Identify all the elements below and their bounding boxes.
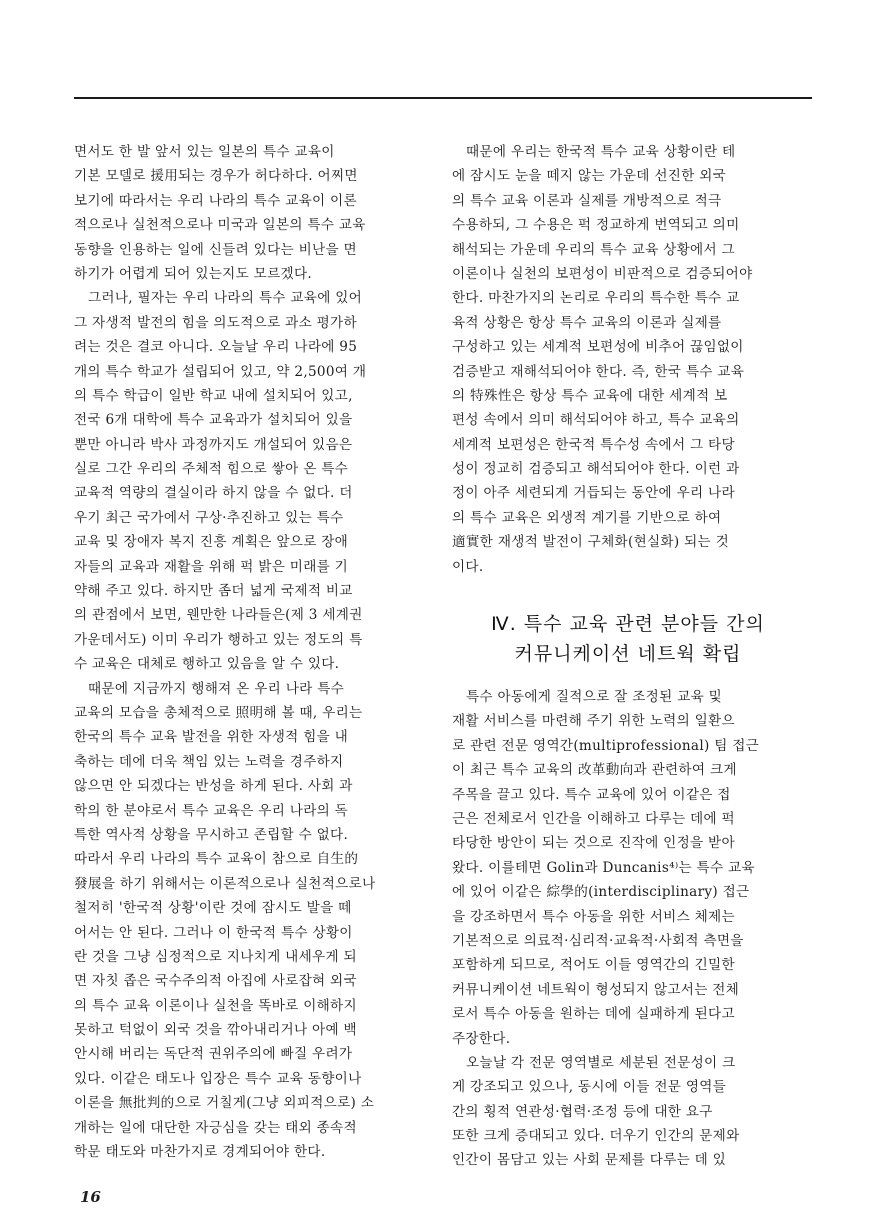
text-line: 적으로나 실천적으로나 미국과 일본의 특수 교육 — [74, 217, 366, 234]
text-line: 학문 태도와 마찬가지로 경계되어야 한다. — [74, 1144, 326, 1161]
text-line: 간의 횡적 연관성·협력·조정 등에 대한 요구 — [452, 1103, 713, 1120]
text-line: 해석되는 가운데 우리의 특수 교육 상황에서 그 — [452, 241, 735, 258]
text-line: 이다. — [452, 558, 484, 575]
text-line: 로서 특수 아동을 원하는 데에 실패하게 된다고 — [452, 1006, 735, 1023]
text-line: 을 강조하면서 특수 아동을 위한 서비스 체제는 — [452, 908, 735, 925]
text-line: 커뮤니케이션 네트웍이 형성되지 않고서는 전체 — [452, 981, 740, 998]
text-line: 실로 그간 우리의 주체적 힘으로 쌓아 온 특수 — [74, 461, 349, 478]
text-line: 이론을 無批判的으로 거칠게(그냥 외피적으로) 소 — [74, 1095, 375, 1112]
text-line: 때문에 지금까지 행해져 온 우리 나라 특수 — [88, 680, 345, 697]
text-line: 오늘날 각 전문 영역별로 세분된 전문성이 크 — [466, 1054, 736, 1071]
right-column-bottom-text — [452, 685, 804, 1173]
text-line: 란 것을 그냥 심정적으로 지나치게 내세우게 되 — [74, 948, 357, 965]
text-line: 또한 크게 증대되고 있다. 더우기 인간의 문제와 — [452, 1128, 740, 1145]
text-line: 하기가 어렵게 되어 있는지도 모르겠다. — [74, 265, 313, 282]
text-line: 못하고 턱없이 외국 것을 깎아내리거나 아예 백 — [74, 1022, 357, 1039]
text-line: 에 있어 이같은 綜學的(interdisciplinary) 접근 — [452, 884, 750, 901]
text-line: 근은 전체로서 인간을 이해하고 다루는 데에 퍽 — [452, 810, 735, 827]
text-line: 구성하고 있는 세계적 보편성에 비추어 끊임없이 — [452, 339, 744, 356]
text-line: 게 강조되고 있으나, 동시에 이들 전문 영역들 — [452, 1079, 727, 1096]
text-line: 개하는 일에 대단한 자긍심을 갖는 태외 종속적 — [74, 1119, 357, 1136]
text-line: 검증받고 재해석되어야 한다. 즉, 한국 특수 교육 — [452, 363, 745, 380]
text-line: 가운데서도) 이미 우리가 행하고 있는 정도의 특 — [74, 631, 363, 648]
text-line: 適實한 재생적 발전이 구체화(현실화) 되는 것 — [452, 534, 730, 551]
text-line: 의 特殊性은 항상 특수 교육에 대한 세계적 보 — [452, 387, 728, 404]
text-line: 철저히 '한국적 상황'이란 것에 잠시도 발을 떼 — [74, 900, 352, 917]
text-line: 에 잠시도 눈을 떼지 않는 가운데 선진한 외국 — [452, 168, 727, 185]
text-line: 재활 서비스를 마련해 주기 위한 노력의 일환으 — [452, 713, 735, 730]
text-line: 교육의 모습을 총체적으로 照明해 볼 때, 우리는 — [74, 704, 363, 721]
text-line: 의 관점에서 보면, 웬만한 나라들은(제 3 세계권 — [74, 607, 363, 624]
text-line: 교육적 역량의 결실이라 하지 않을 수 없다. 더 — [74, 485, 353, 502]
text-line: 교육 및 장애자 복지 진흥 계획은 앞으로 장애 — [74, 534, 349, 551]
text-line: 한다. 마찬가지의 논리로 우리의 특수한 특수 교 — [452, 290, 740, 307]
section-heading-line-1: Ⅳ. 특수 교육 관련 분야들 간의 — [491, 613, 765, 636]
text-line: 보기에 따라서는 우리 나라의 특수 교육이 이론 — [74, 192, 357, 209]
page-number: 16 — [80, 1188, 101, 1206]
text-line: 주장한다. — [452, 1030, 511, 1047]
text-line: 따라서 우리 나라의 특수 교육이 참으로 自生的 — [74, 851, 359, 868]
text-line: 왔다. 이를테면 Golin과 Duncanis⁴⁾는 특수 교육 — [452, 859, 755, 876]
text-line: 의 특수 교육 이론과 실제를 개방적으로 적극 — [452, 192, 722, 209]
text-line: 로 관련 전문 영역간(multiprofessional) 팀 접근 — [452, 737, 760, 754]
text-line: 한국의 특수 교육 발전을 위한 자생적 힘을 내 — [74, 729, 349, 746]
text-line: 그 자생적 발전의 힘을 의도적으로 과소 평가하 — [74, 314, 357, 331]
section-heading-line-2: 커뮤니케이션 네트웍 확립 — [514, 643, 742, 666]
text-line: 기본 모델로 援用되는 경우가 허다하다. 어찌면 — [74, 168, 358, 185]
text-line: 우기 최근 국가에서 구상·추진하고 있는 특수 — [74, 509, 344, 526]
text-line: 려는 것은 결코 아니다. 오늘날 우리 나라에 95 — [74, 339, 358, 356]
text-line: 그러나, 필자는 우리 나라의 특수 교육에 있어 — [88, 290, 363, 307]
right-column-top-text — [452, 140, 804, 579]
text-line: 뿐만 아니라 박사 과정까지도 개설되어 있음은 — [74, 436, 353, 453]
text-line: 육적 상황은 항상 특수 교육의 이론과 실제를 — [452, 314, 722, 331]
text-line: 수용하되, 그 수용은 퍽 정교하게 번역되고 의미 — [452, 217, 740, 234]
text-line: 성이 정교히 검증되고 해석되어야 한다. 이런 과 — [452, 461, 740, 478]
text-line: 약해 주고 있다. 하지만 좀더 넓게 국제적 비교 — [74, 583, 353, 600]
text-line: 의 특수 교육 이론이나 실천을 똑바로 이해하지 — [74, 997, 357, 1014]
text-line: 의 특수 학급이 일반 학교 내에 설치되어 있고, — [74, 387, 353, 404]
text-line: 있다. 이같은 태도나 입장은 특수 교육 동향이나 — [74, 1070, 362, 1087]
text-line: 의 특수 교육은 외생적 계기를 기반으로 하여 — [452, 509, 722, 526]
text-line: 편성 속에서 의미 해석되어야 하고, 특수 교육의 — [452, 412, 740, 429]
text-line: 기본적으로 의료적·심리적·교육적·사회적 측면을 — [452, 932, 744, 949]
text-line: 정이 아주 세련되게 거듭되는 동안에 우리 나라 — [452, 485, 735, 502]
text-line: 發展을 하기 위해서는 이론적으로나 실천적으로나 — [74, 875, 376, 892]
text-line: 개의 특수 학교가 설립되어 있고, 약 2,500여 개 — [74, 363, 367, 380]
text-line: 타당한 방안이 되는 것으로 진작에 인정을 받아 — [452, 835, 735, 852]
text-line: 않으면 안 되겠다는 반성을 하게 된다. 사회 과 — [74, 778, 353, 795]
text-line: 어서는 안 된다. 그러나 이 한국적 특수 상황이 — [74, 924, 353, 941]
text-line: 축하는 데에 더욱 책임 있는 노력을 경주하지 — [74, 753, 344, 770]
section-heading — [452, 609, 804, 669]
header-rule — [74, 97, 812, 99]
text-line: 주목을 끌고 있다. 특수 교육에 있어 이같은 접 — [452, 786, 731, 803]
text-line: 포함하게 되므로, 적어도 이들 영역간의 긴밀한 — [452, 957, 735, 974]
text-line: 이 최근 특수 교육의 改革動向과 관련하여 크게 — [452, 762, 737, 779]
text-line: 전국 6개 대학에 특수 교육과가 설치되어 있을 — [74, 412, 353, 429]
text-line: 특수 아동에게 질적으로 잘 조정된 교육 및 — [466, 689, 723, 706]
right-column — [452, 140, 804, 1173]
text-line: 인간이 몸담고 있는 사회 문제를 다루는 데 있 — [452, 1152, 727, 1169]
text-line: 세계적 보편성은 한국적 특수성 속에서 그 타당 — [452, 436, 735, 453]
text-line: 수 교육은 대체로 행하고 있음을 알 수 있다. — [74, 656, 340, 673]
text-line: 안시해 버리는 독단적 권위주의에 빠질 우려가 — [74, 1046, 353, 1063]
text-line: 때문에 우리는 한국적 특수 교육 상황이란 테 — [466, 144, 736, 160]
left-column — [74, 140, 426, 1164]
text-line: 면 자칫 좁은 국수주의적 아집에 사로잡혀 외국 — [74, 973, 357, 990]
text-line: 동향을 인용하는 일에 신들려 있다는 비난을 면 — [74, 241, 357, 258]
text-line: 이론이나 실천의 보편성이 비판적으로 검증되어야 — [452, 265, 753, 282]
text-line: 특한 역사적 상황을 무시하고 존립할 수 없다. — [74, 826, 349, 843]
text-line: 자들의 교육과 재활을 위해 퍽 밝은 미래를 기 — [74, 558, 349, 575]
text-line: 면서도 한 발 앞서 있는 일본의 특수 교육이 — [74, 144, 335, 160]
text-line: 학의 한 분야로서 특수 교육은 우리 나라의 독 — [74, 802, 349, 819]
